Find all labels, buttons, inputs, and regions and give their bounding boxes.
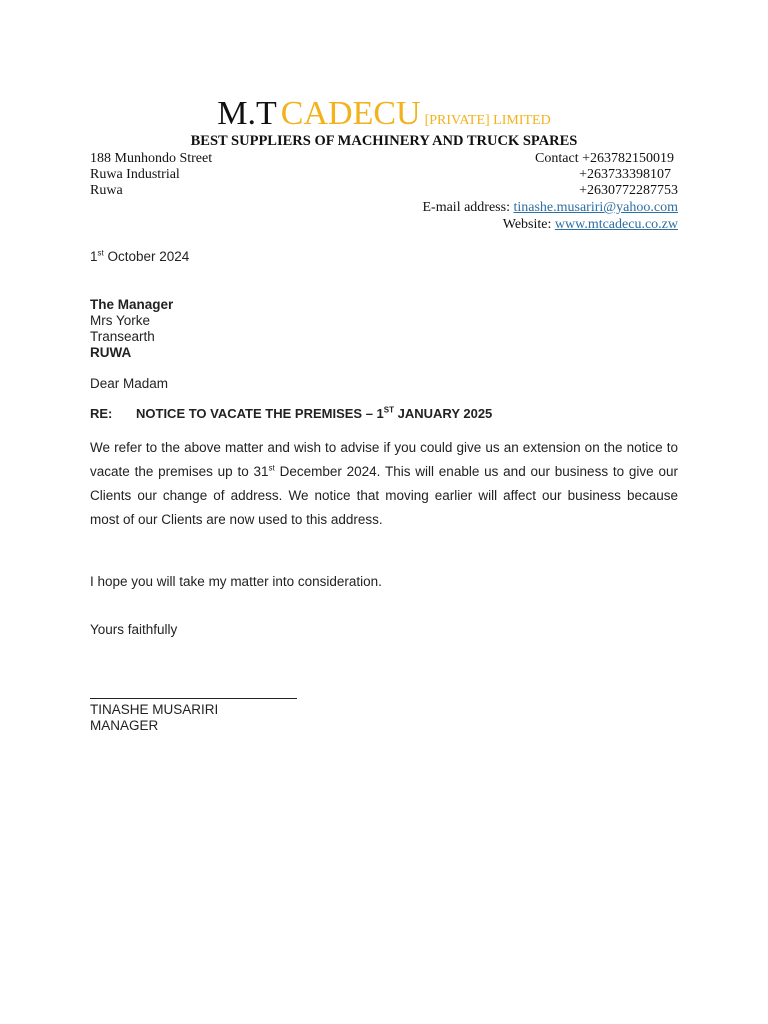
recipient-title: The Manager xyxy=(90,297,174,312)
email-line xyxy=(422,200,678,216)
recipient-town: RUWA xyxy=(90,345,132,360)
letter-date: 1st October 2024 xyxy=(90,248,190,264)
sign-off: Yours faithfully xyxy=(90,622,178,637)
phone-1: +263782150019 xyxy=(582,151,674,166)
website-line xyxy=(503,217,678,233)
address-line-3: Ruwa xyxy=(90,183,123,198)
phone-3: +2630772287753 xyxy=(579,183,678,198)
contact-label: Contact xyxy=(535,151,579,166)
contact-line-1 xyxy=(535,151,674,167)
company-name-brand: CADECU xyxy=(280,95,421,132)
closing-line: I hope you will take my matter into consideration. xyxy=(90,574,382,589)
address-line-1: 188 Munhondo Street xyxy=(90,151,213,166)
website-label: Website: xyxy=(502,217,552,232)
recipient-name: Mrs Yorke xyxy=(90,313,151,328)
company-name-prefix: M.T xyxy=(217,95,277,132)
website-link[interactable]: www.mtcadecu.co.zw xyxy=(554,217,678,232)
address-line-2: Ruwa Industrial xyxy=(90,167,180,182)
email-link[interactable]: tinashe.musariri@yahoo.com xyxy=(513,200,678,215)
signatory-role: MANAGER xyxy=(90,718,159,733)
phone-2: +263733398107 xyxy=(579,167,671,182)
email-label: E-mail address: xyxy=(422,200,510,215)
signature-line xyxy=(90,698,297,699)
company-tagline: BEST SUPPLIERS OF MACHINERY AND TRUCK SPARES xyxy=(190,133,578,149)
subject-label: RE: xyxy=(90,406,113,421)
recipient-company: Transearth xyxy=(90,329,155,344)
salutation: Dear Madam xyxy=(90,376,169,391)
company-name-suffix: [PRIVATE] LIMITED xyxy=(424,113,551,128)
subject-line: RE: NOTICE TO VACATE THE PREMISES – 1ST JANUARY 2025 xyxy=(90,405,493,421)
body-paragraph: We refer to the above matter and wish to advise if you could give us an extension on the notice to vacate the premises up to 31st December 2024. This will enable us and our business to give our Clients our change of address. We notice that moving earlier will affect our business because most of our Clients are now used to this address. xyxy=(90,440,678,527)
subject-text: NOTICE TO VACATE THE PREMISES – 1 xyxy=(136,406,384,421)
signatory-name: TINASHE MUSARIRI xyxy=(90,702,219,717)
